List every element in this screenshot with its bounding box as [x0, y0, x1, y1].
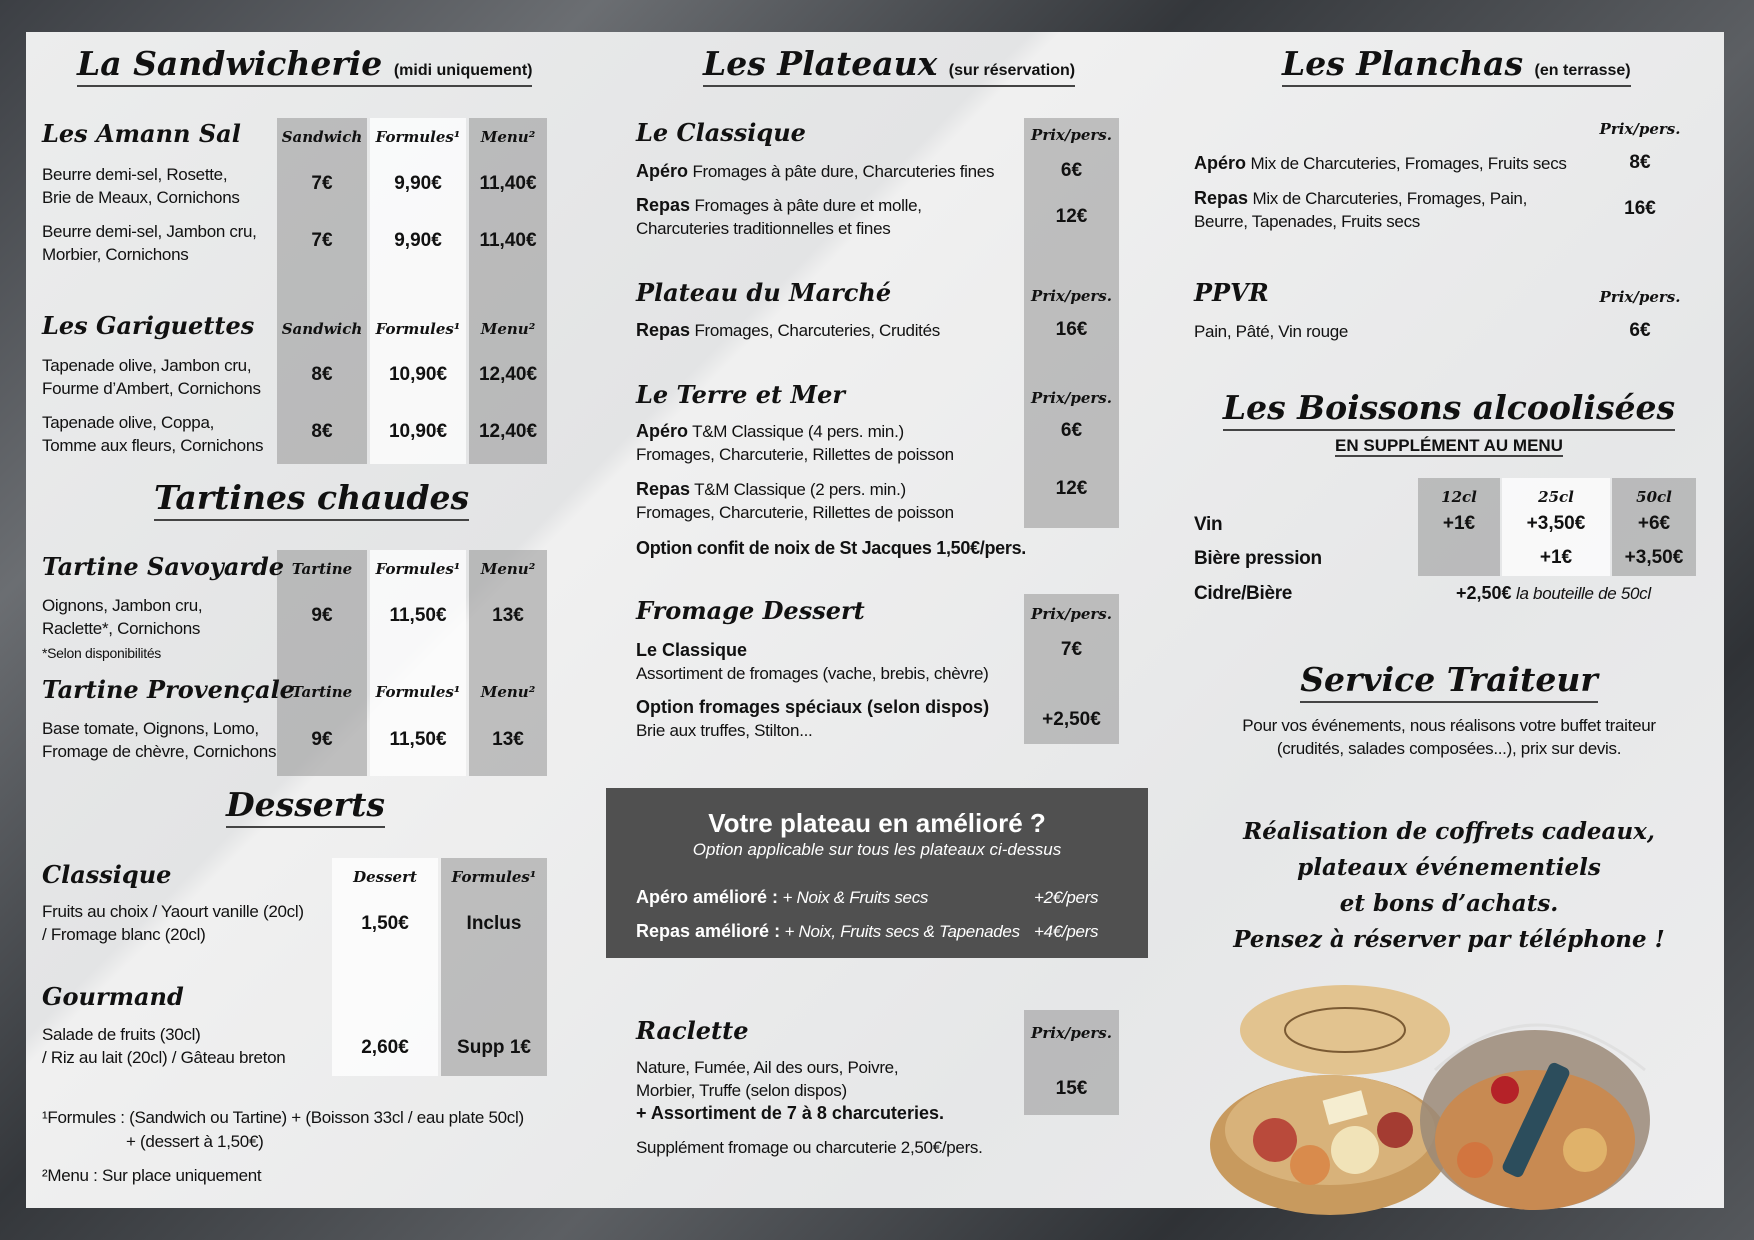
item-desc: Base tomate, Oignons, Lomo, Fromage de chèvre, Cornichons: [42, 719, 277, 761]
col-header: Menu²: [480, 128, 536, 146]
plateau-row: Repas T&M Classique (2 pers. min.) Fromages, Charcuterie, Rillettes de poisson: [636, 479, 954, 522]
group-name: Les Gariguettes: [42, 311, 255, 340]
price: 16€: [1624, 198, 1656, 219]
price: 9,90€: [394, 173, 442, 194]
price: 12,40€: [478, 421, 538, 442]
price-header: Prix/pers.: [1031, 389, 1112, 407]
plateau-row: Repas Fromages à pâte dure et molle, Charcuteries traditionnelles et fines: [636, 195, 922, 238]
item-desc: Salade de fruits (30cl) / Riz au lait (20cl) / Gâteau breton: [42, 1025, 286, 1067]
price: +6€: [1637, 513, 1671, 534]
plateau-name: Fromage Dessert: [636, 596, 865, 625]
price-header: Prix/pers.: [1031, 287, 1112, 305]
promo-line: Réalisation de coffrets cadeaux,: [1243, 818, 1655, 845]
price: 11,40€: [479, 230, 537, 251]
col-header: 12cl: [1441, 488, 1477, 506]
col-header: Menu²: [480, 320, 536, 338]
plateaux-title: Les Plateaux (sur réservation): [703, 44, 1075, 83]
price: +1€: [1442, 513, 1476, 534]
price: 9€: [311, 729, 333, 750]
price: +3,50€: [1624, 547, 1684, 568]
ameliore-subtitle: Option applicable sur tous les plateaux ci-dessus: [692, 840, 1062, 859]
promo-line: et bons d’achats.: [1339, 890, 1559, 917]
raclette-supplement: Supplément fromage ou charcuterie 2,50€/pers.: [636, 1138, 983, 1157]
price: 11,50€: [389, 605, 447, 626]
traiteur-title: Service Traiteur: [1194, 660, 1704, 699]
price: 11,50€: [389, 729, 447, 750]
price-header: Prix/pers.: [1599, 120, 1681, 138]
col-header: 50cl: [1636, 488, 1672, 506]
group-name: Les Amann Sal: [42, 119, 241, 148]
price: 12,40€: [478, 364, 538, 385]
item-desc: Oignons, Jambon cru, Raclette*, Cornichons: [42, 596, 203, 638]
price: 16€: [1055, 319, 1088, 340]
price: 9,90€: [394, 230, 442, 251]
price: +2,50€: [1042, 709, 1101, 730]
price: Inclus: [466, 913, 522, 934]
footnote-menu: ²Menu : Sur place uniquement: [42, 1166, 262, 1185]
sandwicherie-title: La Sandwicherie (midi uniquement): [77, 44, 532, 83]
plateau-row: Repas Fromages, Charcuteries, Crudités: [636, 320, 940, 340]
option-line: Option confit de noix de St Jacques 1,50€/pers.: [636, 538, 1027, 558]
price: 10,90€: [388, 364, 448, 385]
tartine-name: Tartine Savoyarde: [42, 552, 285, 581]
price-header: Prix/pers.: [1031, 126, 1112, 144]
drink-name: Bière pression: [1194, 548, 1322, 569]
plancha-row: Repas Mix de Charcuteries, Fromages, Pain, Beurre, Tapenades, Fruits secs: [1194, 188, 1528, 231]
desserts-title: Desserts: [226, 785, 385, 824]
price-header: Prix/pers.: [1031, 605, 1112, 623]
footnote-formules-cont: + (dessert à 1,50€): [126, 1132, 264, 1151]
ameliore-box: [606, 788, 1148, 958]
planchas-title: Les Planchas (en terrasse): [1282, 44, 1631, 83]
ppvr-desc: Pain, Pâté, Vin rouge: [1194, 322, 1349, 341]
price: 8€: [1629, 152, 1651, 173]
price: +1€: [1539, 547, 1573, 568]
dessert-name: Gourmand: [42, 982, 184, 1011]
col-header: Dessert: [353, 868, 417, 886]
item-desc: Beurre demi-sel, Jambon cru, Morbier, Cornichons: [42, 222, 257, 264]
promo-text: [1194, 814, 1704, 958]
col-header: Formules¹: [451, 868, 537, 886]
col-header: Sandwich: [281, 320, 363, 338]
col-header: Formules¹: [375, 560, 461, 578]
ameliore-title: Votre plateau en amélioré ?: [708, 808, 1046, 838]
col-header: Sandwich: [281, 128, 363, 146]
ppvr-title: PPVR: [1194, 278, 1269, 307]
plancha-row: Apéro Mix de Charcuteries, Fromages, Fruits secs: [1194, 153, 1567, 173]
ameliore-row: Apéro amélioré : + Noix & Fruits secs: [636, 887, 929, 907]
item-desc: Tapenade olive, Jambon cru, Fourme d’Ambert, Cornichons: [42, 356, 261, 398]
col-header: 25cl: [1538, 488, 1574, 506]
price: 13€: [492, 605, 524, 626]
cidre-price: +2,50€ la bouteille de 50cl: [1456, 583, 1651, 603]
price: 8€: [311, 364, 333, 385]
boissons-subtitle: EN SUPPLÉMENT AU MENU: [1335, 436, 1563, 455]
menu-band: [469, 118, 547, 464]
price: 10,90€: [388, 421, 448, 442]
price: 2,60€: [361, 1037, 409, 1058]
footnote-formules: ¹Formules : (Sandwich ou Tartine) + (Boisson 33cl / eau plate 50cl): [42, 1108, 524, 1127]
raclette-title: Raclette: [636, 1016, 749, 1045]
plateau-row: Apéro T&M Classique (4 pers. min.) Fromages, Charcuterie, Rillettes de poisson: [636, 421, 954, 464]
ameliore-price: +4€/pers: [1034, 922, 1099, 941]
drink-name: Vin: [1194, 514, 1223, 535]
formules-band: [370, 118, 466, 464]
price: 6€: [1629, 320, 1651, 341]
ameliore-row: Repas amélioré : + Noix, Fruits secs & Tapenades: [636, 921, 1020, 941]
price: 12€: [1055, 206, 1088, 227]
sandwich-band: [277, 118, 367, 464]
col-header: Formules¹: [375, 320, 461, 338]
item-desc: Beurre demi-sel, Rosette, Brie de Meaux, Cornichons: [42, 165, 240, 207]
col-header: Menu²: [480, 560, 536, 578]
price: 7€: [311, 173, 333, 194]
price: 7€: [311, 230, 333, 251]
price: 15€: [1055, 1078, 1088, 1099]
raclette-desc: Nature, Fumée, Ail des ours, Poivre, Morbier, Truffe (selon dispos) + Assortiment de 7 à 8 charcuteries.: [636, 1058, 944, 1123]
price-header: Prix/pers.: [1599, 288, 1681, 306]
price: 12€: [1055, 478, 1088, 499]
dessert-name: Classique: [42, 860, 172, 889]
col-header: Formules¹: [375, 683, 461, 701]
col-header: Tartine: [291, 560, 353, 578]
plateau-name: Le Classique: [636, 118, 806, 147]
item-desc: Fruits au choix / Yaourt vanille (20cl) / Fromage blanc (20cl): [42, 902, 304, 944]
col-header: Menu²: [480, 683, 536, 701]
plateau-row: Le Classique Assortiment de fromages (vache, brebis, chèvre): [636, 640, 989, 683]
drink-name: Cidre/Bière: [1194, 583, 1293, 604]
item-desc: Tapenade olive, Coppa, Tomme aux fleurs, Cornichons: [42, 413, 264, 455]
traiteur-desc: Pour vos événements, nous réalisons votre buffet traiteur (crudités, salades composées...), prix sur devis.: [1242, 716, 1656, 758]
plateau-row: Option fromages spéciaux (selon dispos) Brie aux truffes, Stilton...: [636, 697, 990, 740]
price: 6€: [1060, 420, 1083, 441]
price: 13€: [492, 729, 524, 750]
price: 1,50€: [361, 913, 409, 934]
price-header: Prix/pers.: [1031, 1024, 1112, 1042]
platter-photo: [1205, 980, 1675, 1215]
tartines-title: Tartines chaudes: [154, 478, 469, 517]
promo-line: Pensez à réserver par téléphone !: [1233, 926, 1665, 953]
promo-line: plateaux événementiels: [1297, 854, 1601, 881]
col-header: Formules¹: [375, 128, 461, 146]
price: 7€: [1060, 639, 1083, 660]
plateau-row: Apéro Fromages à pâte dure, Charcuteries fines: [636, 161, 995, 181]
plateau-name: Le Terre et Mer: [636, 380, 845, 409]
ameliore-price: +2€/pers: [1034, 888, 1099, 907]
tartine-name: Tartine Provençale: [42, 675, 295, 704]
boissons-title: Les Boissons alcoolisées: [1194, 388, 1704, 427]
price: +3,50€: [1526, 513, 1586, 534]
price: 8€: [311, 421, 333, 442]
plateau-name: Plateau du Marché: [636, 278, 892, 307]
price: Supp 1€: [457, 1037, 531, 1058]
price: 11,40€: [479, 173, 537, 194]
col-header: Tartine: [291, 683, 353, 701]
price: 9€: [311, 605, 333, 626]
price: 6€: [1060, 160, 1083, 181]
availability-note: *Selon disponibilités: [42, 645, 162, 661]
